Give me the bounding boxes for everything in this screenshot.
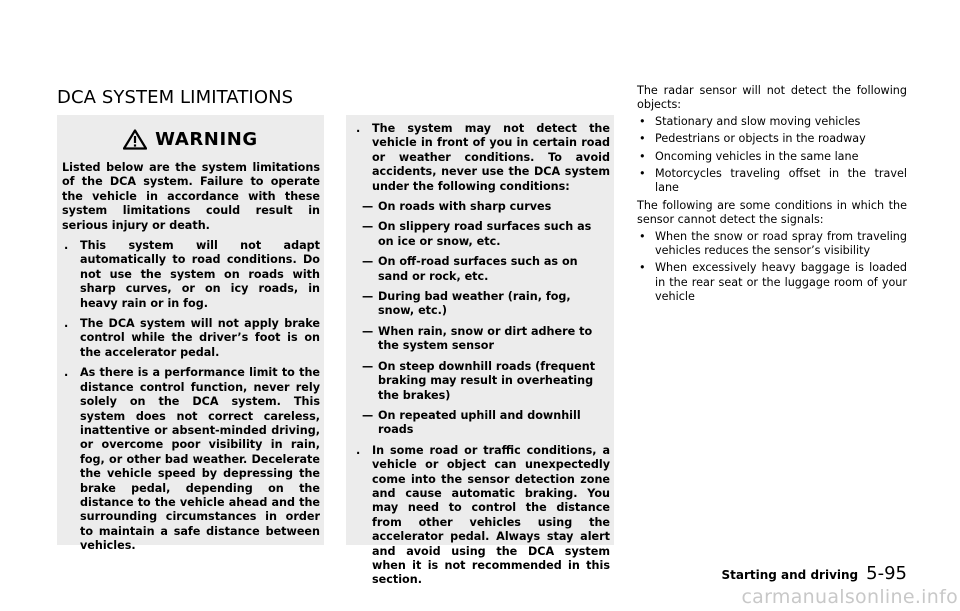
warning-triangle-icon xyxy=(123,129,147,150)
warning-bullet: . The system may not detect the vehicle in front of you in certain road or weather conditions. To avoid accidents, never use the DCA system under the following conditions: xyxy=(356,122,610,193)
warning-title: WARNING xyxy=(155,128,258,150)
warning-body xyxy=(62,161,320,560)
condition-item: — On repeated uphill and downhill roads xyxy=(362,408,581,437)
warning-bullet: . As there is a performance limit to the distance control function, never rely solely on the DCA system. This system does not correct careless, inattentive or absent-minded driving, or overcome poor visibility in rain, fog, or other bad weather. Decelerate the vehicle speed by depressing the brake pedal, depending on the distance to the vehicle ahead and the surrounding circumstances in order to maintain a safe distance between vehicles. xyxy=(64,366,320,553)
warning-bullet: . The DCA system will not apply brake control while the driver’s foot is on the accelerator pedal. xyxy=(64,317,320,359)
warning-intro: Listed below are the system limitations of the DCA system. Failure to operate the vehicle in accordance with these system limitations could result in serious injury or death. xyxy=(62,161,320,232)
page-footer xyxy=(721,563,907,584)
list-item: • Oncoming vehicles in the same lane xyxy=(639,149,859,163)
condition-item: — On off-road surfaces such as on sand or rock, etc. xyxy=(362,255,578,283)
list-item: • Pedestrians or objects in the roadway xyxy=(639,132,866,146)
warning-bullet: . In some road or traffic conditions, a vehicle or object can unexpectedly come into the sensor detection zone and cause automatic braking. You may need to control the distance from other vehicles using the accelerator pedal. Always stay alert and avoid using the DCA system when it is not recommended in this section. xyxy=(356,443,610,587)
condition-item: — On steep downhill roads (frequent braking may result in overheating the brakes) xyxy=(362,359,596,402)
page-number: 5-95 xyxy=(866,563,907,584)
warning-bullet: . This system will not adapt automatically to road conditions. Do not use the system on roads with sharp curves, or on icy roads, in heavy rain or in fog. xyxy=(64,239,320,310)
condition-item: — On roads with sharp curves xyxy=(362,200,552,214)
sensor-limitations-column xyxy=(637,84,907,308)
warning-box xyxy=(57,115,324,553)
list-item: • When the snow or road spray from traveling vehicles reduces the sensor’s visibility xyxy=(639,229,907,258)
list-item: • Stationary and slow moving vehicles xyxy=(639,114,861,128)
condition-item: — When rain, snow or dirt adhere to the system sensor xyxy=(362,324,593,353)
warning-continued-box xyxy=(346,115,614,587)
conditions-intro: The following are some conditions in which the sensor cannot detect the signals: xyxy=(637,198,907,227)
list-item: • Motorcycles traveling offset in the travel lane xyxy=(639,167,907,195)
watermark: carmanualsonline.info xyxy=(741,586,958,608)
sensor-intro: The radar sensor will not detect the following objects: xyxy=(637,84,907,112)
warning-header xyxy=(57,125,324,153)
section-heading: DCA SYSTEM LIMITATIONS xyxy=(57,87,294,108)
footer-section: Starting and driving xyxy=(721,568,859,582)
list-item: • When excessively heavy baggage is loaded in the rear seat or the luggage room of your vehicle xyxy=(639,261,907,304)
condition-item: — During bad weather (rain, fog, snow, etc.) xyxy=(362,290,571,318)
condition-item: — On slippery road surfaces such as on ice or snow, etc. xyxy=(362,220,592,248)
